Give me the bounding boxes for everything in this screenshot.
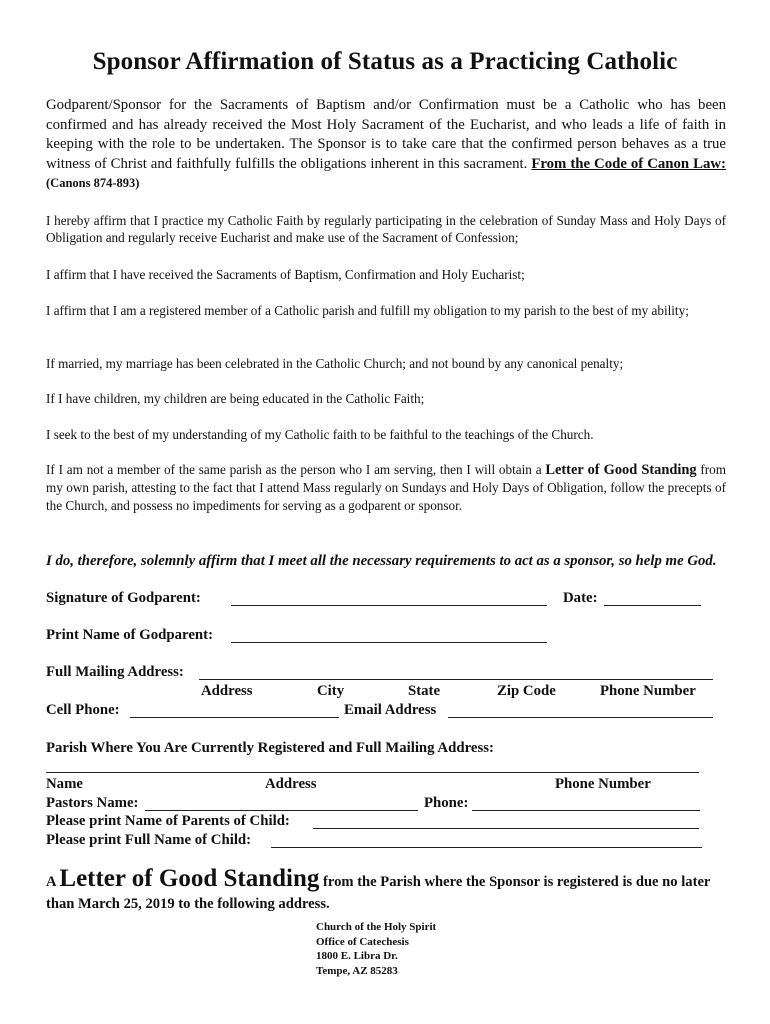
intro-paragraph	[46, 96, 726, 194]
affirmation-practice: I hereby affirm that I practice my Catholic Faith by regularly participating in the celebration of Sunday Mass and Holy Days of Obligation and regularly receive Eucharist and make use of the Sacrament of Confession;	[46, 213, 726, 246]
canon-law-heading: From the Code of Canon Law:	[531, 155, 726, 172]
letter-notice	[46, 865, 736, 915]
parish-sub-address: Address	[265, 776, 317, 792]
church-address-line2: Office of Catechesis	[316, 935, 409, 948]
cell-phone-label: Cell Phone:	[46, 702, 120, 718]
date-field[interactable]	[604, 605, 701, 606]
good-standing-before: If I am not a member of the same parish as the person who I am serving, then I will obtain a	[46, 462, 546, 477]
mailing-address-field[interactable]	[199, 679, 713, 680]
mailing-sub-address: Address	[201, 683, 253, 699]
affirmation-sacraments: I affirm that I have received the Sacraments of Baptism, Confirmation and Holy Eucharist;	[46, 267, 525, 282]
parents-name-label: Please print Name of Parents of Child:	[46, 813, 290, 829]
letter-notice-prefix: A	[46, 874, 60, 890]
affirmation-parish-member: I affirm that I am a registered member of a Catholic parish and fulfill my obligation to my parish to the best of my ability;	[46, 303, 689, 318]
mailing-sub-phone: Phone Number	[600, 683, 696, 699]
child-name-field[interactable]	[271, 847, 702, 848]
child-name-label: Please print Full Name of Child:	[46, 832, 252, 848]
mailing-sub-city: City	[317, 683, 345, 699]
good-standing-bold: Letter of Good Standing	[545, 462, 697, 478]
pastor-phone-label: Phone:	[424, 795, 469, 811]
mailing-sub-zip: Zip Code	[497, 683, 556, 699]
pastor-name-field[interactable]	[145, 810, 418, 811]
parents-name-field[interactable]	[313, 828, 699, 829]
page-title: Sponsor Affirmation of Status as a Practicing Catholic	[92, 48, 678, 75]
pastor-phone-field[interactable]	[472, 810, 700, 811]
parish-field[interactable]	[46, 772, 699, 773]
affirmation-children: If I have children, my children are being educated in the Catholic Faith;	[46, 391, 425, 406]
church-address-line3: 1800 E. Libra Dr.	[316, 950, 398, 963]
intro-text: Godparent/Sponsor for the Sacraments of Baptism and/or Confirmation must be a Catholic who has been confirmed and has already received the Most Holy Sacrament of the Eucharist, and who leads a life of faith in keeping with the role to be undertaken. The Sponsor is to take care that the confirmed person behaves as a true witness of Christ and faithfully fulfills the obligations inherent in this sacrament.	[46, 97, 726, 172]
pastor-name-label: Pastors Name:	[46, 795, 139, 811]
mailing-address-label: Full Mailing Address:	[46, 664, 184, 680]
parish-label: Parish Where You Are Currently Registered and Full Mailing Address:	[46, 740, 494, 756]
parish-sub-name: Name	[46, 776, 83, 792]
church-address	[316, 920, 436, 978]
affirmation-teachings: I seek to the best of my understanding of my Catholic faith to be faithful to the teachings of the Church.	[46, 427, 594, 442]
cell-phone-field[interactable]	[130, 717, 339, 718]
letter-notice-rest: from the Parish where the Sponsor is registered is due no later than March 25, 2019 to the following address.	[46, 874, 711, 912]
church-address-line4: Tempe, AZ 85283	[316, 964, 398, 977]
good-standing-after: from my own parish, attesting to the fact that I attend Mass regularly on Sundays and Holy Days of Obligation, follow the precepts of the Church, and possess no impediments for serving as a godparent or sponsor.	[46, 462, 727, 513]
print-name-label: Print Name of Godparent:	[46, 627, 213, 643]
signature-field[interactable]	[231, 605, 547, 606]
solemn-affirmation: I do, therefore, solemnly affirm that I meet all the necessary requirements to act as a sponsor, so help me God.	[46, 553, 717, 569]
date-label: Date:	[563, 590, 598, 606]
church-address-line1: Church of the Holy Spirit	[316, 921, 437, 933]
print-name-field[interactable]	[231, 642, 547, 643]
email-label: Email Address	[344, 702, 437, 718]
email-field[interactable]	[448, 717, 713, 718]
mailing-sub-state: State	[408, 683, 441, 699]
letter-notice-heading: Letter of Good Standing	[59, 865, 320, 892]
signature-label: Signature of Godparent:	[46, 590, 201, 606]
canon-reference: (Canons 874-893)	[46, 176, 140, 191]
good-standing-paragraph	[46, 461, 726, 514]
affirmation-marriage: If married, my marriage has been celebrated in the Catholic Church; and not bound by any canonical penalty;	[46, 356, 624, 371]
parish-sub-phone: Phone Number	[555, 776, 651, 792]
